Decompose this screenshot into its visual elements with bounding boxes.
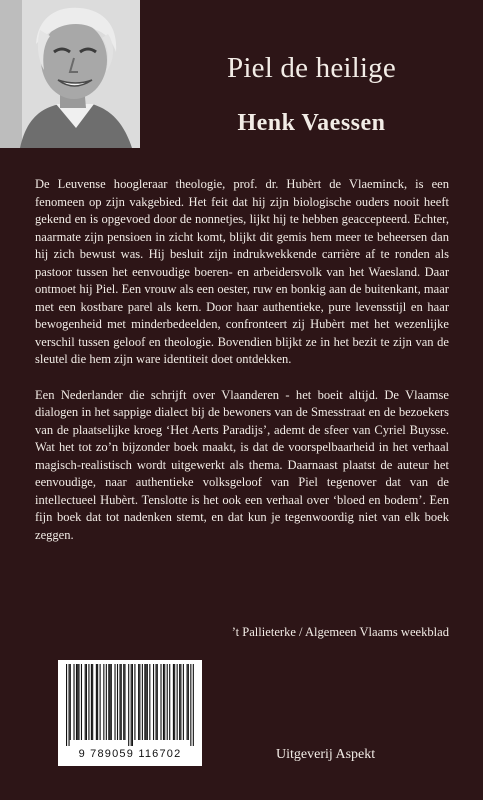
barcode-bar [77,664,78,740]
barcode-bar [146,664,147,740]
isbn-barcode [58,660,202,766]
barcode-bar [85,664,86,740]
barcode-bar [76,664,77,740]
barcode-bar [134,664,135,740]
barcode-bar [179,664,180,740]
back-cover-blurb [35,176,449,544]
author-portrait-image [0,0,140,148]
barcode-bar [117,664,118,740]
barcode-bar [91,664,92,740]
barcode-bar [68,664,69,746]
barcode-bar [193,664,194,746]
barcode-bar [92,664,93,740]
book-title: Piel de heilige [227,52,396,84]
barcode-bar [144,664,145,740]
barcode-bar [142,664,143,740]
blurb-paragraph-summary: De Leuvense hoogleraar theologie, prof. dr. Hubèrt de Vlaeminck, is een fenomeen op zijn vakgebied. Het feit dat hij zijn biologische ouders nooit heeft gekend en is opgevoed door de nonnetjes, lijkt hij te hebben geaccepteerd. Echter, naarmate zijn pensioen in zicht komt, blijkt dit gemis hem meer te beheersen dan hij zich bewust was. Hij besluit zijn indrukwekkende carrière af te ronden als pastoor tussen het eenvoudige boeren- en arbeidersvolk van het Waesland. Daar ontmoet hij Piel. Een vrouw als een oester, ruw en bonkig aan de buitenkant, maar met een kostbare parel als kern. Door haar authentieke, pure levensstijl en haar bewogenheid met minderbedeelden, confronteert zij Hubèrt met het wezenlijke verschil tussen geloof en theologie. Bovendien blijkt ze in het bezit te zijn van de sleutel die hem zijn ware identiteit doet ontdekken. [35,177,449,367]
barcode-bar [100,664,101,740]
barcode-bar [124,664,125,740]
barcode-bar [164,664,165,740]
isbn-number: 9 789059 116702 [78,748,182,760]
author-name: Henk Vaessen [237,110,386,136]
barcode-bar [157,664,158,740]
barcode-bar [155,664,156,740]
barcode-bar [131,664,132,746]
author-photo [0,0,140,148]
barcode-bar [132,664,133,746]
barcode-bar [153,664,154,740]
barcode-bar [66,664,67,746]
barcode-bar [177,664,178,740]
barcode-bar [86,664,87,740]
publisher-name: Uitgeverij Aspekt [276,747,376,762]
barcode-bar [187,664,188,740]
barcode-bar [174,664,175,740]
barcode-bar [114,664,115,740]
review-source: ’t Pallieterke / Algemeen Vlaams weekblad [231,625,449,639]
barcode-bar [128,664,129,746]
barcode-bar [81,664,82,740]
blurb-paragraph-review: Een Nederlander die schrijft over Vlaanderen - het boeit altijd. De Vlaamse dialogen in het sappige dialect bij de bewoners van de Smesstraat en de bezoekers van de plaatselijke kroeg ‘Het Aerts Paradijs’, ademt de sfeer van Cyriel Buysse. Wat het tot zo’n bijzonder boek maakt, is dat de voorspelbaarheid in het verhaal magisch-realistisch wordt uitgewerkt als thema. Daarnaast plaatst de auteur het eenvoudige, naar authentieke volksgeloof van Piel tegenover dat van de intellectueel Hubèrt. Tenslotte is het ook een verhaal over ‘bloed en bodem’. Een fijn boek dat tot nadenken stemt, en dat kun je tegenwoordig niet van elk boek zeggen. [35,387,449,542]
barcode-bar [103,664,104,740]
barcode-bar [167,664,168,740]
barcode-bar [169,664,170,740]
barcode-bar [119,664,120,740]
barcode-bar [190,664,191,746]
barcode-bar [180,664,181,740]
barcode-bars [66,664,194,746]
barcode-bar [73,664,74,740]
barcode-bar [188,664,189,740]
barcode-bar [88,664,89,740]
barcode-bar [138,664,139,740]
barcode-bar [111,664,112,740]
barcode-bar [149,664,150,740]
barcode-bar [110,664,111,740]
barcode-bar [70,664,71,740]
barcode-bar [173,664,174,740]
barcode-bar [183,664,184,740]
barcode-bar [106,664,107,740]
barcode-bar [121,664,122,740]
barcode-bar [163,664,164,740]
barcode-bar [123,664,124,740]
barcode-bar [147,664,148,740]
barcode-bar [97,664,98,740]
barcode-bar [139,664,140,740]
barcode-bar [96,664,97,740]
barcode-bar [78,664,79,740]
barcode-bar [108,664,109,740]
barcode-bar [160,664,161,740]
